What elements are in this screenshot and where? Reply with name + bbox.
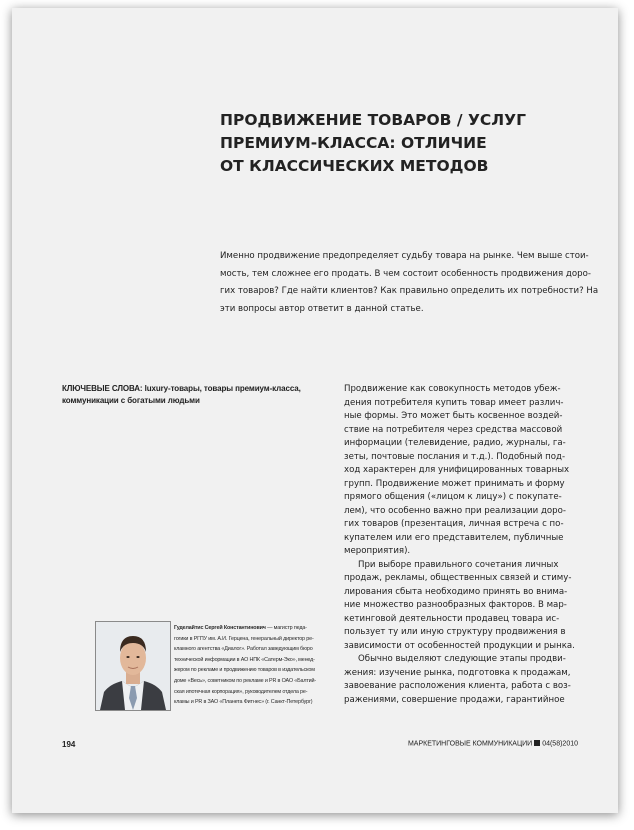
body-line: ход характерен для унифицированных товарных — [344, 465, 570, 475]
body-line: продаж, рекламы, общественных связей и стиму- — [344, 573, 572, 583]
bio-line: кламного агентства «Диалог». Работал заведующим бюро — [174, 646, 313, 653]
lead-line: Именно продвижение предопределяет судьбу товара на рынке. Чем выше стои- — [220, 251, 589, 261]
body-line: групп. Продвижение может принимать и форму — [344, 478, 565, 489]
bio-line: жером по рекламе и продвижению товаров в издательском — [174, 667, 315, 674]
keywords-line: КЛЮЧЕВЫЕ СЛОВА: luxury-товары, товары премиум-класса, — [62, 384, 301, 393]
body-line: ражениями, совершение продажи, гарантийное — [344, 694, 565, 705]
body-line: прямого общения («лицом к лицу») с покупате- — [344, 492, 562, 502]
body-line: жения: изучение рынка, подготовка к продажам, — [344, 667, 571, 678]
body-line: дения потребителя купить товар имеет различ- — [344, 397, 564, 408]
article-lead — [220, 248, 599, 318]
magazine-page — [12, 8, 618, 813]
body-line: пользует ту или иную структуру продвижения в — [344, 627, 566, 637]
bio-line: доме «Весь», советником по рекламе и PR в ОАО «Балтий- — [174, 677, 317, 684]
lead-line: мость, тем сложнее его продать. В чем состоит особенность продвижения доро- — [220, 268, 591, 279]
bio-line: ская ипотечная корпорация», руководителем отдела ре- — [174, 688, 308, 695]
bio-line: технической информации в АО НПК «Сатерм-Эко», менед- — [174, 656, 315, 663]
body-line: ные формы. Это может быть косвенное воздей- — [344, 411, 563, 421]
body-line: завоевание расположения клиента, работа с воз- — [344, 681, 571, 691]
lead-line: гих товаров? Где найти клиентов? Как правильно определить их потребности? На — [220, 286, 599, 297]
body-line: мероприятия). — [344, 546, 411, 556]
running-footer — [408, 740, 578, 748]
issue-number: 04(58)2010 — [542, 740, 578, 748]
author-portrait-icon — [96, 622, 170, 710]
title-line: ОТ КЛАССИЧЕСКИХ МЕТОДОВ — [220, 157, 489, 175]
body-line: зависимости от особенностей продукции и рынка. — [344, 640, 575, 651]
bio-line: кламы и PR в ЗАО «Планета Фитнес» (г. Санкт-Петербург) — [174, 699, 313, 706]
author-photo — [95, 621, 171, 711]
author-bio — [174, 623, 339, 708]
body-line: зеты, почтовые послания и т.д.). Подобный под- — [344, 451, 566, 462]
title-line: ПРЕМИУМ-КЛАССА: ОТЛИЧИЕ — [220, 134, 487, 152]
body-line: лирования сбыта необходимо принять во внима- — [344, 586, 568, 597]
journal-name: МАРКЕТИНГОВЫЕ КОММУНИКАЦИИ — [407, 740, 533, 748]
page-number: 194 — [62, 740, 76, 749]
body-line: купателем или его представителем, публичные — [344, 532, 564, 543]
title-line: ПРОДВИЖЕНИЕ ТОВАРОВ / УСЛУГ — [220, 111, 526, 129]
square-bullet-icon — [534, 740, 540, 746]
keywords — [62, 383, 337, 407]
body-line: кетинговой деятельности продавец товара ис- — [344, 613, 560, 624]
bio-line: гогики в РГПУ им. А.И. Герцена, генеральный директор ре- — [174, 635, 314, 642]
bio-first-line — [174, 623, 339, 634]
article-body — [344, 383, 594, 707]
article-title — [220, 109, 540, 178]
body-line: При выборе правильного сочетания личных — [358, 559, 559, 570]
body-line: ствие на потребителя через средства массовой — [344, 424, 563, 435]
body-line: гих товаров (презентация, личная встреча с по- — [344, 519, 564, 529]
author-name: Гуделайтис Сергей Константинович — [174, 625, 266, 631]
lead-line: эти вопросы автор ответит в данной статье. — [220, 303, 424, 314]
bio-text: — магистр педа- — [265, 625, 307, 631]
body-line: информации (телевидение, радио, журналы, га- — [344, 438, 566, 448]
body-line: лем), что особенно важно при реализации доро- — [344, 505, 566, 516]
body-line: Продвижение как совокупность методов убеж- — [344, 384, 561, 394]
keywords-line: коммуникации с богатыми людьми — [62, 396, 200, 405]
body-line: Обычно выделяют следующие этапы продви- — [358, 654, 566, 664]
body-line: ние множество разнообразных факторов. В мар- — [344, 600, 567, 610]
